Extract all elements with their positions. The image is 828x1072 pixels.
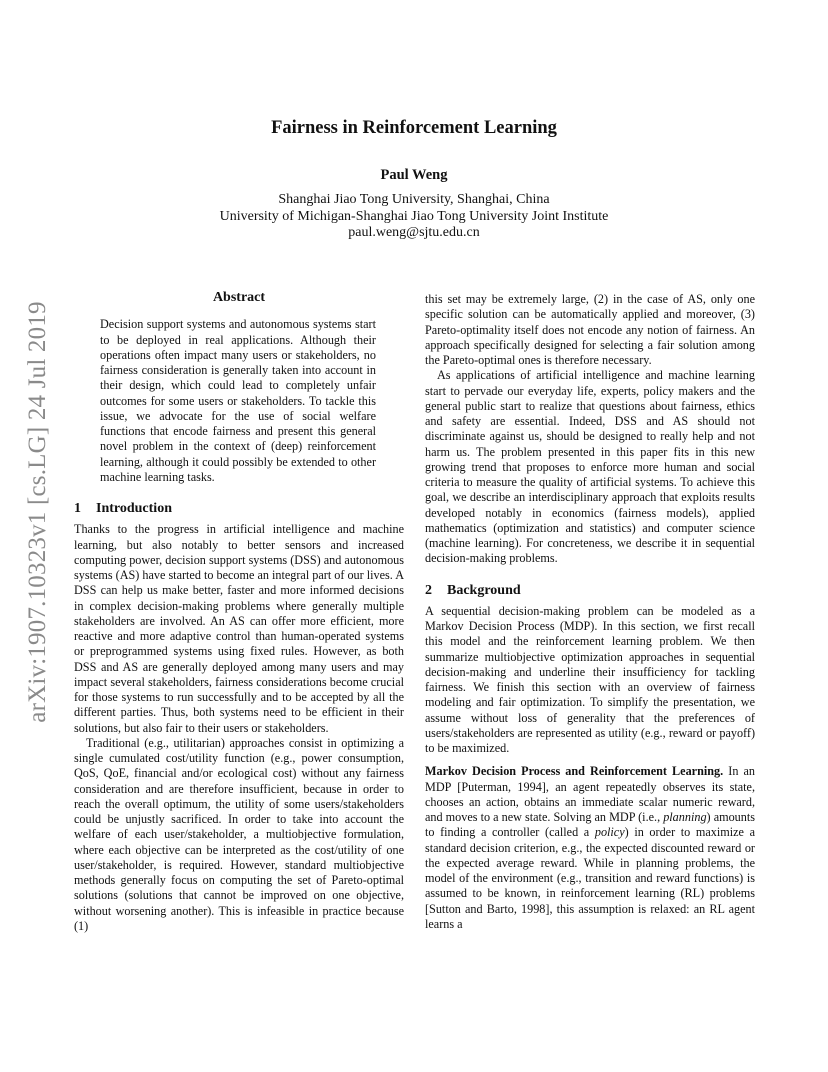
affiliation-block <box>0 192 828 242</box>
right-column <box>425 292 755 932</box>
paragraph-heading: Markov Decision Process and Reinforcement Learning. <box>425 764 724 779</box>
section-title: Background <box>447 582 521 598</box>
section-number: 1 <box>74 501 81 516</box>
paragraph-text: ) amounts to finding a controller (called a <box>425 810 755 840</box>
abstract-text: Decision support systems and autonomous systems start to be deployed in real applications. Although their operations often impact many users or stakeholders, no fairness consideration is generally taken into account in their design, which could lead to completely unfair outcomes for some users or stakeholders. To tackle this issue, we advocate for the use of social welfare functions that encode fairness and present this general novel problem in the context of (deep) reinforcement learning, although it could possibly be extended to other machine learning tasks. <box>100 317 376 484</box>
background-paragraph-1: A sequential decision-making problem can be modeled as a Markov Decision Process (MDP). In this section, we first recall this model and the reinforcement learning problem. We then summarize multiobjective optimization approaches in sequential decision-making and underline their insufficiency for tackling fairness. We finish this section with an overview of fairness modeling and fair optimization. To simplify the presentation, we assume without loss of generality that the preferences of users/stakeholders are represented as utility (e.g., reward or payoff) to be maximized. <box>425 603 755 755</box>
paragraph-text: In an MDP [Puterman, 1994], an agent repeatedly observes its state, chooses an action, obtains an immediate scalar numeric reward, and moves to a new state. Solving an MDP (i.e., <box>425 764 756 824</box>
affiliation-line: Shanghai Jiao Tong University, Shanghai, China <box>278 192 550 207</box>
intro-paragraph-2-continued: this set may be extremely large, (2) in the case of AS, only one specific solution can be automatically applied and moreover, (3) Pareto-optimality itself does not encode any notion of fairness. An approach specifically designed for selecting a fair solution among the Pareto-optimal ones is therefore necessary. <box>425 292 755 367</box>
section-heading-background <box>425 583 755 598</box>
intro-paragraph-2: Traditional (e.g., utilitarian) approaches consist in optimizing a single cumulated cost/utility function (e.g., power consumption, QoS, QoE, financial and/or ecological cost) without any fairness consideration and are therefore insufficient, because in order to reach the overall optimum, the utility of some users/stakeholders could be unjustly sacrificed. In order to take into account the welfare of each user/stakeholder, a multiobjective formulation, where each objective can be interpreted as the cost/utility of one user/stakeholder, is required. However, standard multiobjective methods generally focus on computing the set of Pareto-optimal solutions (solutions that cannot be improved on one objective, without worsening another). This is infeasible in practice because (1) <box>74 735 404 933</box>
emphasis-text: planning <box>663 810 707 824</box>
abstract-heading: Abstract <box>212 290 266 305</box>
section-heading-introduction <box>74 501 404 516</box>
affiliation-line: University of Michigan-Shanghai Jiao Tong University Joint Institute <box>219 208 609 224</box>
intro-paragraph-1: Thanks to the progress in artificial intelligence and machine learning, but also notably to better sensors and increased computing power, decision support systems (DSS) and autonomous systems (AS) have started to become an integral part of our lives. A DSS can help us make better, faster and more informed decisions in complex decision-making problems where generally multiple stakeholders are involved. An AS can offer more efficient, more reactive and more adaptive control than human-operated systems or preprogrammed systems using fixed rules. However, as both DSS and AS are generally deployed among many users and may impact several stakeholders, fairness considerations become crucial for those systems to run successfully and to be accepted by all the different parties. Thus, both systems need to be efficient in their solutions, but also fair to their users or stakeholders. <box>74 522 404 735</box>
intro-paragraph-3: As applications of artificial intelligence and machine learning start to pervade our everyday life, experts, policy makers and the general public start to realize that questions about fairness, ethics and safety are essential. Indeed, DSS and AS should not discriminate against us, should be designed to really help and not harm us. The problem presented in this paper fits in this new growing trend that proposes to enforce more human and social criteria to measure the quality of artificial systems. To achieve this goal, we describe an interdisciplinary approach that exploits results developed notably in economics (fairness models), applied mathematics (optimization and statistics) and computer science (machine learning). For concreteness, we describe it in sequential decision-making problems. <box>425 368 755 566</box>
paper-title: Fairness in Reinforcement Learning <box>271 118 557 138</box>
section-number: 2 <box>425 582 432 598</box>
background-paragraph-2 <box>425 764 755 932</box>
emphasis-text: policy <box>594 825 625 840</box>
author-name: Paul Weng <box>380 167 448 183</box>
author-email: paul.weng@sjtu.edu.cn <box>348 225 480 240</box>
paragraph-text: ) in order to maximize a standard decision criterion, e.g., the expected discounted reward or the expected average reward. While in planning problems, the model of the environment (e.g., transition and reward functions) is assumed to be known, in reinforcement learning (RL) problems [Sutton and Barto, 1998], this assumption is relaxed: an RL agent learns a <box>425 825 755 931</box>
left-column <box>74 290 404 934</box>
arxiv-identifier-stamp: arXiv:1907.10323v1 [cs.LG] 24 Jul 2019 <box>24 301 51 723</box>
section-title: Introduction <box>96 501 172 516</box>
